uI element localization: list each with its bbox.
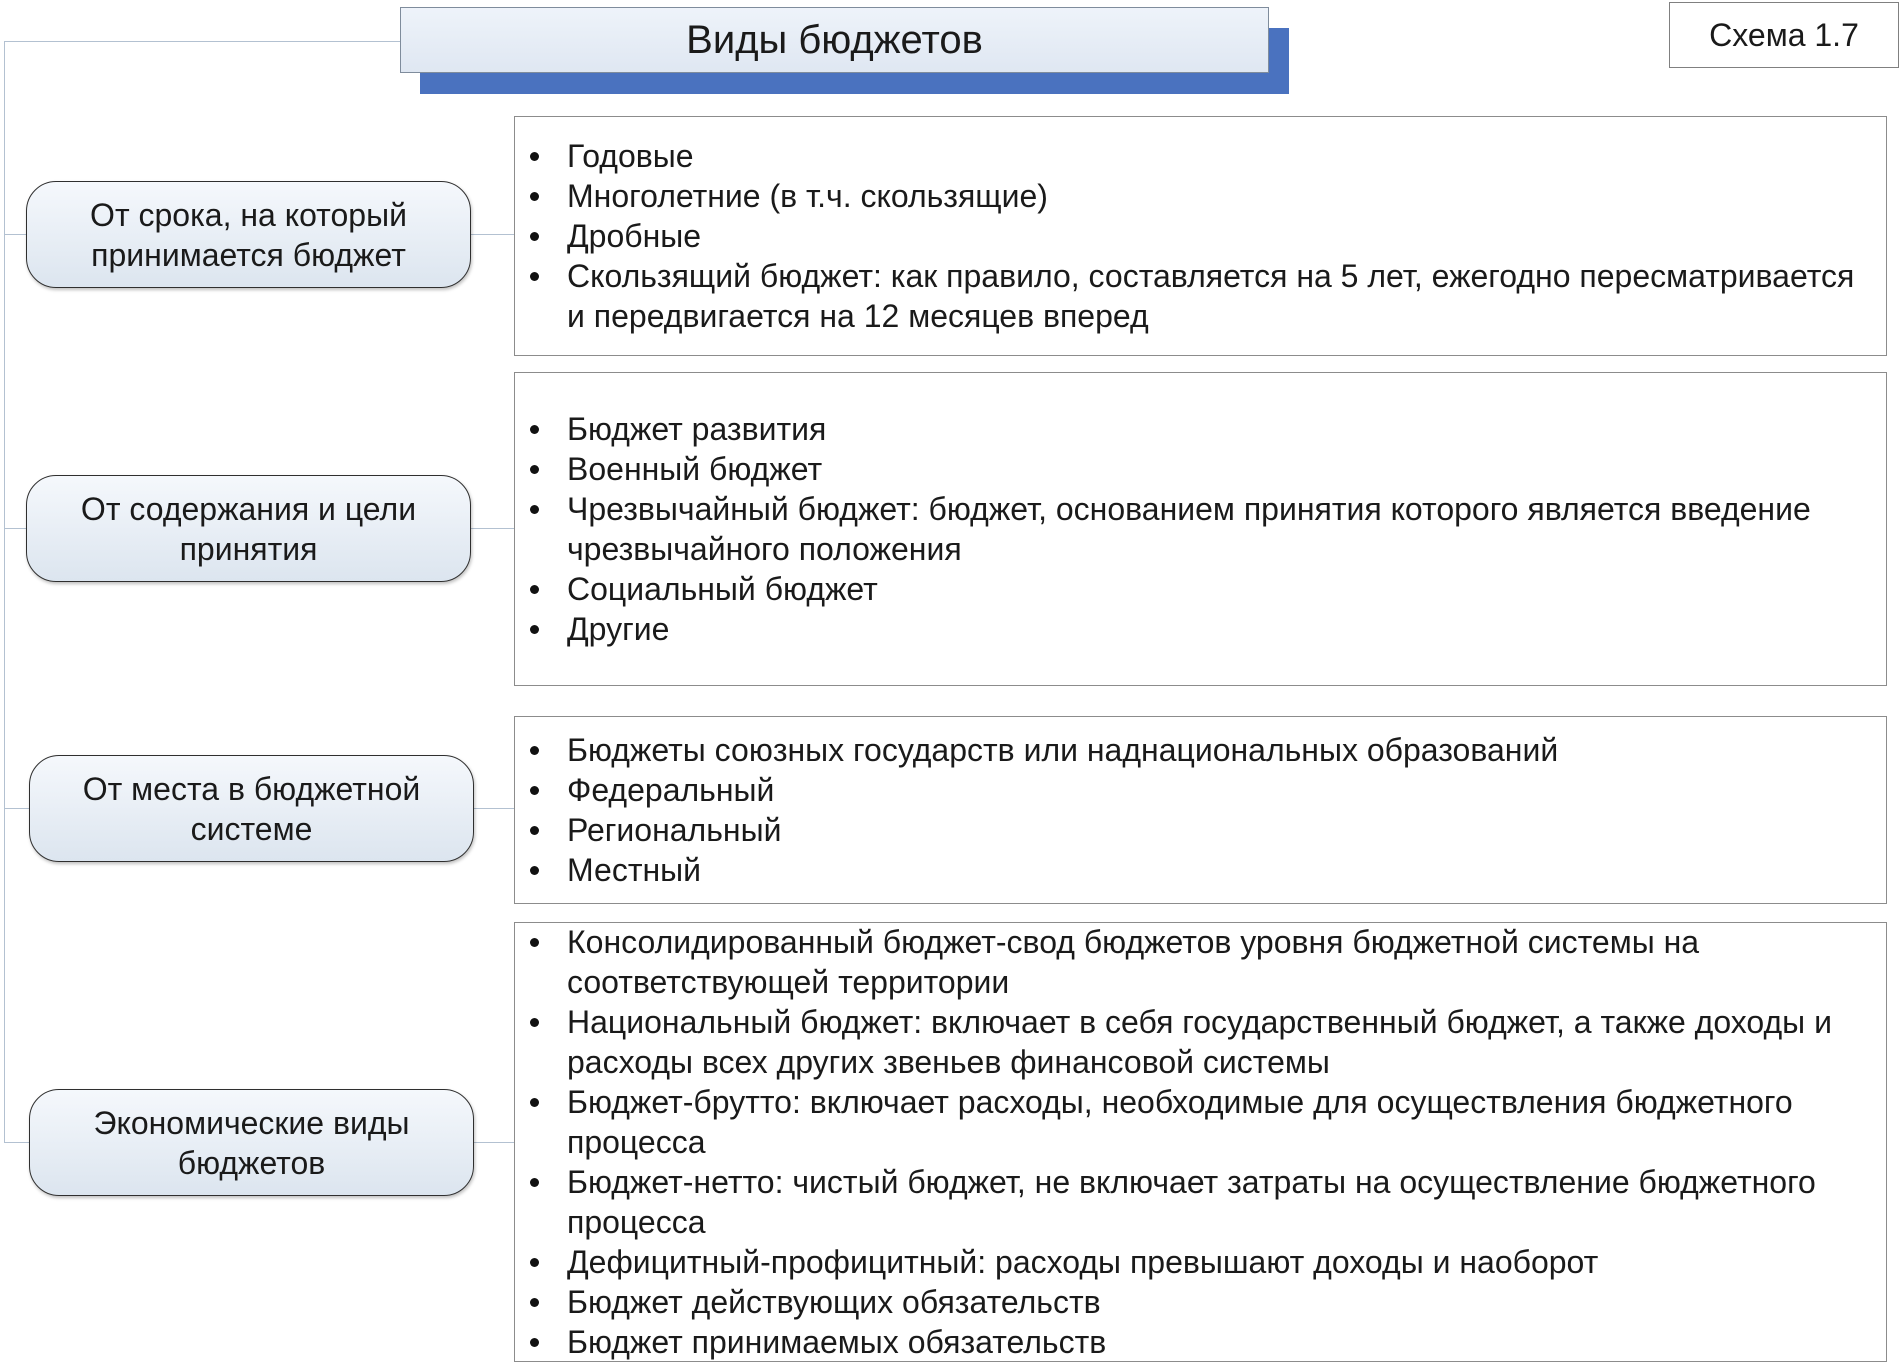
list-item: Бюджет принимаемых обязательств	[515, 1322, 1868, 1362]
list-item: Дефицитный-профицитный: расходы превышают доходы и наоборот	[515, 1242, 1868, 1282]
connector-cat-2	[4, 528, 26, 529]
bullet-list	[515, 136, 1886, 336]
list-item: Бюджеты союзных государств или наднациональных образований	[515, 730, 1558, 770]
list-term	[514, 116, 1887, 356]
list-item: Бюджет-нетто: чистый бюджет, не включает затраты на осуществление бюджетного процесса	[515, 1162, 1868, 1242]
list-item: Национальный бюджет: включает в себя государственный бюджет, а также доходы и расходы всех других звеньев финансовой системы	[515, 1002, 1868, 1082]
category-content	[26, 475, 471, 582]
list-item: Бюджет развития	[515, 409, 1868, 449]
connector-list-3	[474, 808, 514, 809]
category-label: От места в бюджетной системе	[82, 770, 421, 847]
connector-list-2	[470, 528, 514, 529]
connector-cat-4	[4, 1142, 29, 1143]
connector-cat-1	[4, 234, 26, 235]
list-item: Чрезвычайный бюджет: бюджет, основанием принятия которого является введение чрезвычайного положения	[515, 489, 1868, 569]
list-place	[514, 716, 1887, 904]
diagram-title-text: Виды бюджетов	[686, 17, 983, 62]
list-item: Другие	[515, 609, 1868, 649]
category-economic	[29, 1089, 474, 1196]
list-item: Бюджет-брутто: включает расходы, необходимые для осуществления бюджетного процесса	[515, 1082, 1868, 1162]
list-item: Местный	[515, 850, 1558, 890]
scheme-label-text: Схема 1.7	[1709, 16, 1859, 53]
list-item: Годовые	[515, 136, 1868, 176]
connector-title	[4, 41, 400, 42]
category-term	[26, 181, 471, 288]
diagram-title	[400, 7, 1269, 73]
bullet-list	[515, 922, 1886, 1362]
category-label: От содержания и цели принятия	[80, 490, 417, 567]
bullet-list	[515, 730, 1576, 890]
scheme-label	[1669, 2, 1899, 68]
category-place	[29, 755, 474, 862]
list-item: Многолетние (в т.ч. скользящие)	[515, 176, 1868, 216]
list-item: Дробные	[515, 216, 1868, 256]
list-content	[514, 372, 1887, 686]
connector-trunk	[4, 41, 5, 1143]
list-item: Консолидированный бюджет-свод бюджетов уровня бюджетной системы на соответствующей территории	[515, 922, 1868, 1002]
connector-list-4	[474, 1142, 514, 1143]
list-item: Скользящий бюджет: как правило, составляется на 5 лет, ежегодно пересматривается и передвигается на 12 месяцев вперед	[515, 256, 1868, 336]
list-economic	[514, 922, 1887, 1362]
connector-list-1	[470, 234, 514, 235]
list-item: Федеральный	[515, 770, 1558, 810]
bullet-list	[515, 409, 1886, 649]
category-label: Экономические виды бюджетов	[93, 1104, 410, 1181]
category-label: От срока, на который принимается бюджет	[90, 196, 407, 273]
list-item: Бюджет действующих обязательств	[515, 1282, 1868, 1322]
connector-cat-3	[4, 808, 29, 809]
list-item: Военный бюджет	[515, 449, 1868, 489]
list-item: Социальный бюджет	[515, 569, 1868, 609]
list-item: Региональный	[515, 810, 1558, 850]
